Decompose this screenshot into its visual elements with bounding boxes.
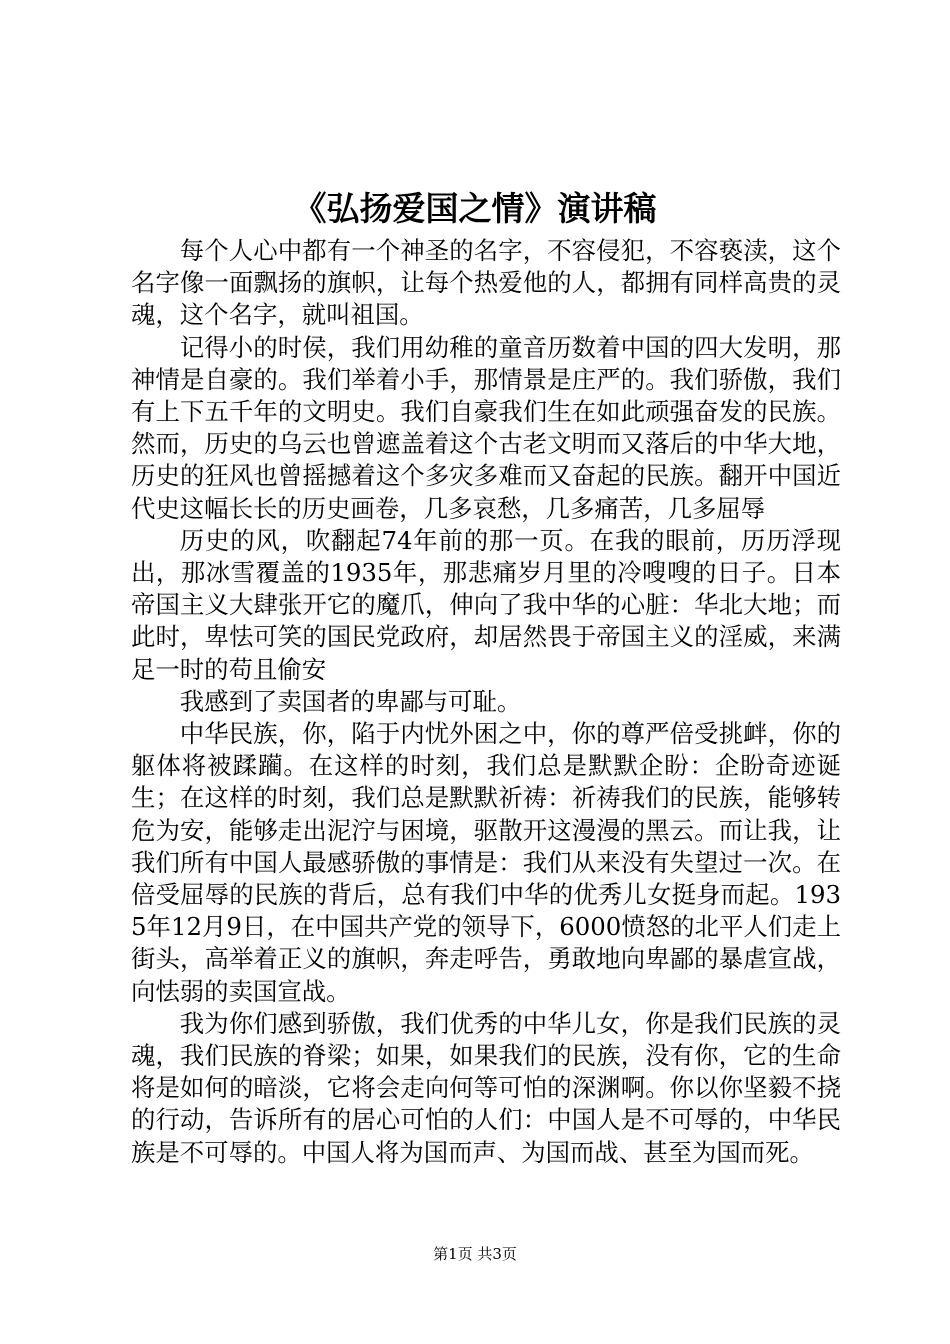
document-body	[131, 235, 841, 1169]
paragraph-3: 历史的风，吹翻起74年前的那一页。在我的眼前，历历浮现出，那冰雪覆盖的1935年，那悲痛岁月里的冷嗖嗖的日子。日本帝国主义大肆张开它的魔爪，伸向了我中华的心脏：华北大地；而此时，卑怯可笑的国民党政府，却居然畏于帝国主义的淫威，来满足一时的苟且偷安	[131, 525, 841, 684]
paragraph-5: 中华民族，你，陷于内忧外困之中，你的尊严倍受挑衅，你的躯体将被蹂躏。在这样的时刻，我们总是默默企盼：企盼奇迹诞生；在这样的时刻，我们总是默默祈祷：祈祷我们的民族，能够转危为安，能够走出泥泞与困境，驱散开这漫漫的黑云。而让我，让我们所有中国人最感骄傲的事情是：我们从来没有失望过一次。在倍受屈辱的民族的背后，总有我们中华的优秀儿女挺身而起。1935年12月9日，在中国共产党的领导下，6000愤怒的北平人们走上街头，高举着正义的旗帜，奔走呼告，勇敢地向卑鄙的暴虐宣战，向怯弱的卖国宣战。	[131, 719, 841, 1006]
page-footer: 第1页 共3页	[433, 1245, 517, 1263]
paragraph-1: 每个人心中都有一个神圣的名字，不容侵犯，不容亵渎，这个名字像一面飘扬的旗帜，让每个热爱他的人，都拥有同样高贵的灵魂，这个名字，就叫祖国。	[131, 236, 841, 330]
paragraph-2: 记得小的时侯，我们用幼稚的童音历数着中国的四大发明，那神情是自豪的。我们举着小手，那情景是庄严的。我们骄傲，我们有上下五千年的文明史。我们自豪我们生在如此顽强奋发的民族。然而，历史的乌云也曾遮盖着这个古老文明而又落后的中华大地，历史的狂风也曾摇撼着这个多灾多难而又奋起的民族。翻开中国近代史这幅长长的历史画卷，几多哀愁，几多痛苦，几多屈辱	[131, 332, 841, 523]
paragraph-4: 我感到了卖国者的卑鄙与可耻。	[179, 686, 522, 716]
document-title: 《弘扬爱国之情》演讲稿	[293, 189, 657, 228]
paragraph-6: 我为你们感到骄傲，我们优秀的中华儿女，你是我们民族的灵魂，我们民族的脊梁；如果，如果我们的民族，没有你，它的生命将是如何的暗淡，它将会走向何等可怕的深渊啊。你以你坚毅不挠的行动，告诉所有的居心可怕的人们：中国人是不可辱的，中华民族是不可辱的。中国人将为国而声、为国而战、甚至为国而死。	[131, 1008, 841, 1167]
